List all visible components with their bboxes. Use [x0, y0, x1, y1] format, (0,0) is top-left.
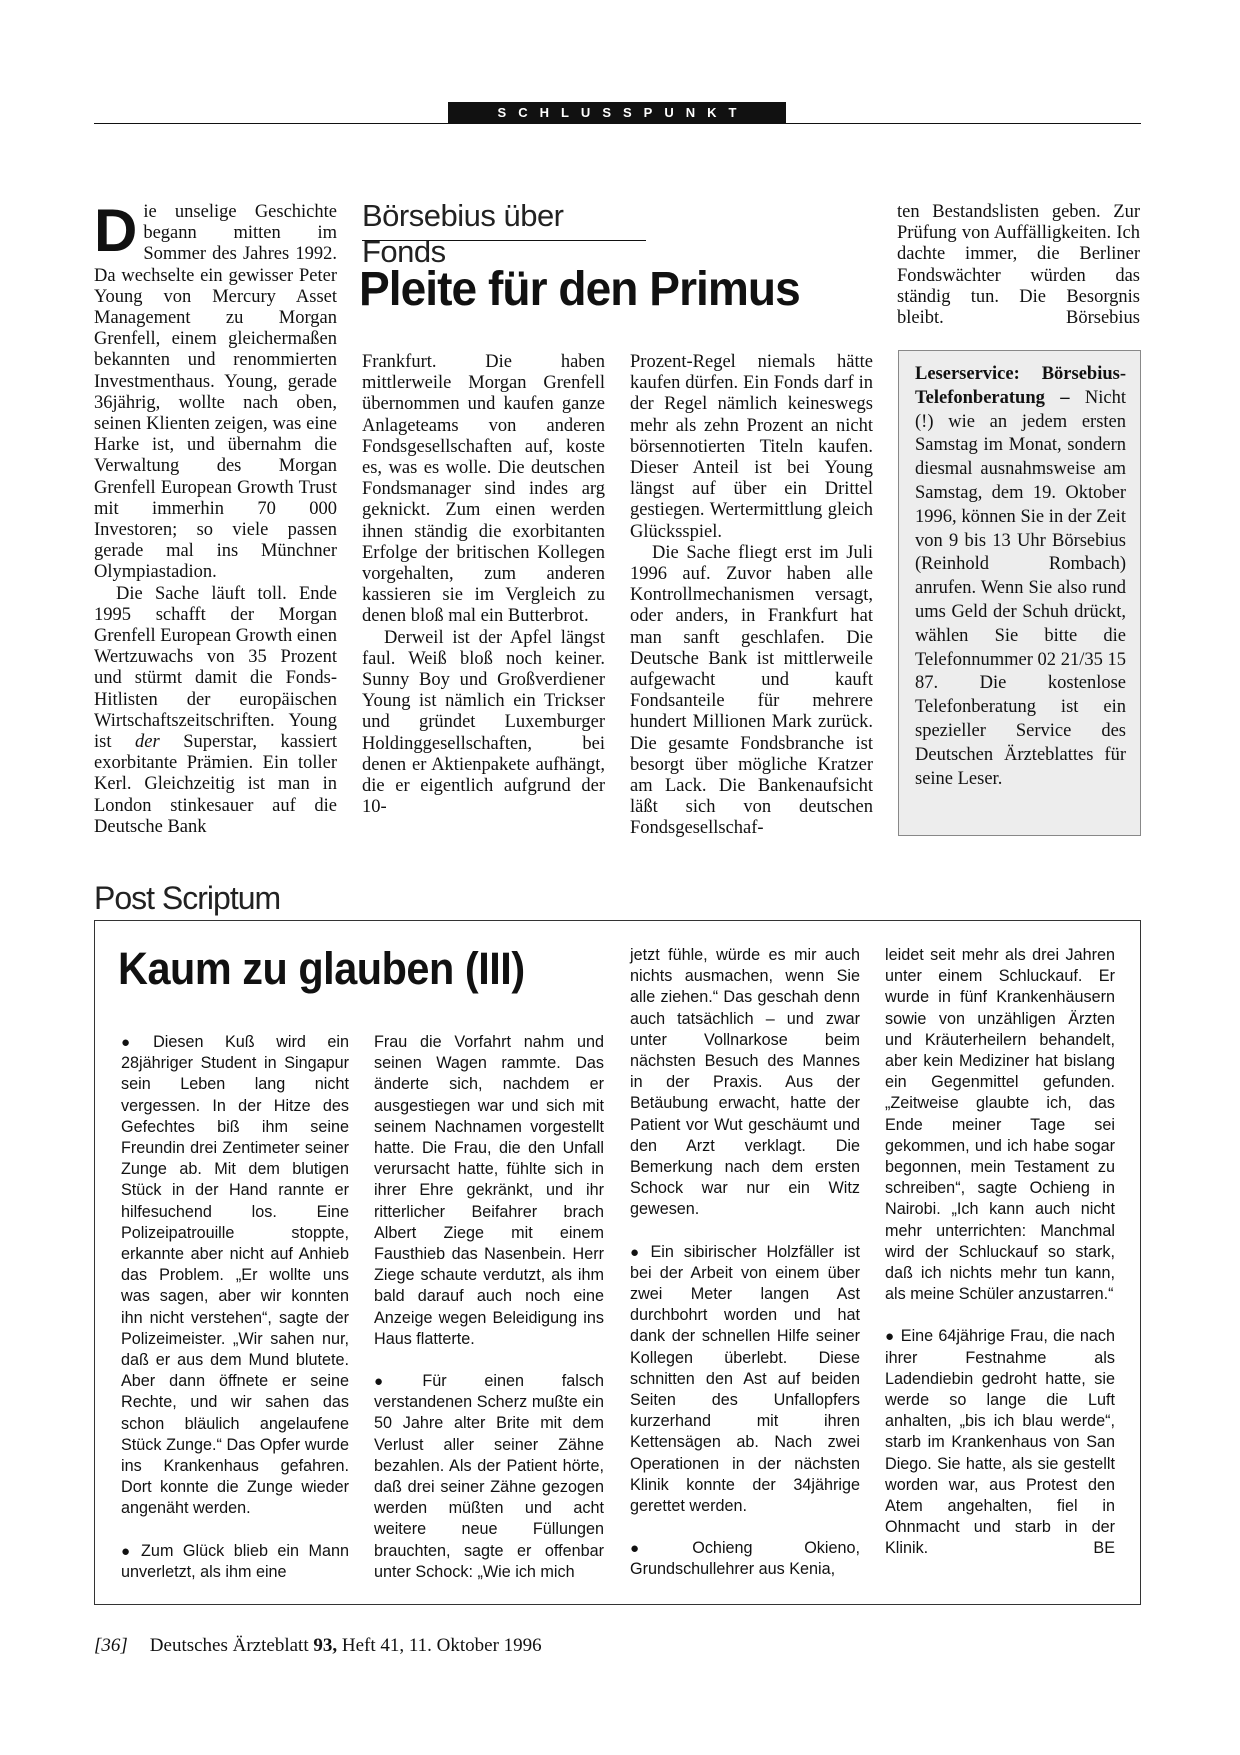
ps-item: ● Für einen falsch verstandenen Scherz mußte ein 50 Jahre alter Brite mit dem Verlust aller seiner Zähne bezahlen. Als der Patient hörte, daß drei seiner Zähne gezogen werden müßten und acht weitere neue Füllungen brauchten, sagte er offenbar unter Schock: „Wie ich mich	[374, 1372, 605, 1581]
ps-column-4	[885, 945, 1115, 1560]
article-paragraph: Die Sache läuft toll. Ende 1995 schafft der Morgan Grenfell European Growth einen Wertzuwachs von 35 Prozent und stürmt damit die Fonds-Hitlisten der europäischen Wirtschaftszeitschriften. Young ist der Superstar, kassiert exorbitante Prämien. Ein toller Kerl. Gleichzeitig ist man in London stinkesauer auf die Deutsche Bank	[94, 583, 337, 837]
ps-item: ● Zum Glück blieb ein Mann unverletzt, als ihm eine	[121, 1541, 349, 1581]
page-number: [36]	[94, 1635, 128, 1656]
reader-service-box	[898, 350, 1141, 836]
ps-column-3	[630, 945, 860, 1581]
article-column-2	[362, 352, 605, 818]
ps-item: ● Ochieng Okieno, Grundschullehrer aus Kenia,	[630, 1539, 861, 1579]
article-paragraph: Frankfurt. Die haben mittlerweile Morgan Grenfell übernommen und kaufen ganze Anlageteams von anderen Fondsgesellschaften auf, koste es, was es wolle. Die deutschen Fondsmanager sind indes arg geknickt. Zum einen werden ihnen ständig die exorbitanten Erfolge der britischen Kollegen vorgehalten, zum anderen kassieren sie im Vergleich zu denen bloß mal ein Butterbrot.	[362, 352, 605, 627]
ps-item: leidet seit mehr als drei Jahren unter einem Schluckauf. Er wurde in fünf Krankenhäusern sowie von unzähligen Ärzten und Kräuterheilern behandelt, aber kein Mediziner hat bislang ein Gegenmittel gefunden. „Zeitweise glaubte ich, das Ende meiner Tage sei gekommen, und ich habe sogar begonnen, mein Testament zu schreiben“, sagte Ochieng in Nairobi. „Ich kann auch nicht mehr unterrichten: Manchmal wird der Schluckauf so stark, daß ich nichts mehr tun kann, als meine Schüler anzustarren.“	[885, 946, 1115, 1304]
article-column-3	[630, 352, 873, 840]
issue-info: Heft 41, 11. Oktober 1996	[341, 1635, 542, 1656]
article-paragraph: Die Sache fliegt erst im Juli 1996 auf. Zuvor haben alle Kontrollmechanismen versagt, oder anders, in Frankfurt hat man sanft geschlafen. Die Deutsche Bank ist mittlerweile aufgewacht und kauft Fondsanteile für mehrere hundert Millionen Mark zurück. Die gesamte Fondsbranche ist besorgt über mögliche Kratzer am Lack. Die Bankenaufsicht läßt sich von deutschen Fondsgesellschaf-	[630, 542, 873, 839]
ps-item: ● Eine 64jährige Frau, die nach ihrer Festnahme als Ladendiebin gedroht hatte, sie werde so lange die Luft anhalten, „bis ich blau werde“, starb im Krankenhaus von San Diego. Sie hatte, als sie gestellt worden war, aus Protest den Atem angehalten, fiel in Ohnmacht und starb in der Klinik. BE	[885, 1326, 1115, 1559]
kicker-underline	[362, 240, 646, 241]
ps-item: jetzt fühle, würde es mir auch nichts ausmachen, wenn Sie alle ziehen.“ Das geschah denn auch tatsächlich – und zwar unter Vollnarkose beim nächsten Besuch des Mannes in der Praxis. Aus der Betäubung erwacht, hatte der Patient vor Wut geschäumt und den Arzt verklagt. Die Bemerkung nach dem ersten Schock war nur ein Witz gewesen.	[630, 946, 860, 1219]
journal-name: Deutsches Ärzteblatt	[149, 1635, 309, 1656]
section-rubric: SCHLUSSPUNKT	[448, 102, 786, 123]
article-paragraph: Derweil ist der Apfel längst faul. Weiß bloß noch keiner. Sunny Boy und Großverdiener Young ist nämlich ein Trickser und gründet Luxemburger Holdinggesellschaften, bei denen er Aktienpakete aufhängt, die er eigentlich aufgrund der 10-	[362, 627, 605, 818]
volume-number: 93,	[313, 1635, 338, 1656]
author-signature: Börsebius	[1066, 308, 1140, 329]
article-paragraph: ten Bestandslisten geben. Zur Prüfung von Auffälligkeiten. Ich dachte immer, die Berliner Fondswächter würden das ständig tun. Die Besorgnis bleibt. Börsebius	[897, 202, 1140, 329]
article-column-4	[897, 202, 1140, 329]
article-kicker: Börsebius über Fonds	[362, 198, 564, 269]
bullet-icon: ●	[630, 1243, 645, 1261]
ps-item: ● Ein sibirischer Holzfäller ist bei der Arbeit von einem über zwei Meter langen Ast durchbohrt worden und hat dank der schnellen Hilfe seiner Kollegen überlebt. Diese schnitten den Ast auf beiden Seiten des Unfallopfers kurzerhand mit ihren Kettensägen ab. Nach zwei Operationen in der nächsten Klinik konnte der 34jährige gerettet werden.	[630, 1242, 861, 1516]
ps-item: Frau die Vorfahrt nahm und seinen Wagen rammte. Das änderte sich, nachdem er ausgestiegen war und sich mit seinem Nachnamen vorgestellt hatte. Die Frau, die den Unfall verursacht hatte, fühlte sich in ihrer Ehre gekränkt, und ihr ritterlicher Beifahrer brach Albert Ziege mit einem Fausthieb das Nasenbein. Herr Ziege schaute verdutzt, als ihm bald darauf auch noch eine Anzeige wegen Beleidigung ins Haus flatterte.	[374, 1033, 604, 1348]
service-box-text: Nicht (!) wie an jedem ersten Samstag im Monat, sondern diesmal ausnahmsweise am Samstag, dem 19. Oktober 1996, können Sie in der Zeit von 9 bis 13 Uhr Börsebius (Reinhold Rombach) anrufen. Wenn Sie also rund ums Geld der Schuh drückt, wählen Sie bitte die Telefonnummer 02 21/35 15 87. Die kostenlose Telefonberatung ist ein spezieller Service des Deutschen Ärzteblattes für seine Leser.	[915, 387, 1126, 789]
post-scriptum-label: Post Scriptum	[94, 880, 281, 916]
drop-cap: D	[94, 197, 138, 264]
post-scriptum-headline: Kaum zu glauben (III)	[118, 943, 525, 994]
header-rule	[94, 123, 1141, 124]
article-paragraph: Prozent-Regel niemals hätte kaufen dürfen. Ein Fonds darf in der Regel nämlich keineswegs mehr als zehn Prozent an nicht börsennotierten Titeln kaufen. Dieser Anteil ist bei Young längst auf über ein Drittel gestiegen. Wertermittlung gleich Glücksspiel.	[630, 352, 873, 542]
ps-item: ● Diesen Kuß wird ein 28jähriger Student in Singapur sein Leben lang nicht vergessen. In der Hitze des Gefechtes biß ihm seine Freundin drei Zentimeter seiner Zunge ab. Mit dem blutigen Stück in der Hand rannte er hilfesuchend los. Eine Polizeipatrouille stoppte, erkannte aber nicht auf Anhieb das Problem. „Er wollte uns was sagen, aber wir konnten ihn nicht verstehen“, sagte der Polizeimeister. „Wir sahen nur, daß er aus dem Mund blutete. Aber dann öffnete er seine Rechte, und wir sahen das schon bläulich angelaufene Stück Zunge.“ Das Opfer wurde ins Krankenhaus gefahren. Dort konnte die Zunge wieder angenäht werden.	[121, 1033, 350, 1518]
bullet-icon: ●	[121, 1034, 148, 1051]
article-headline: Pleite für den Primus	[359, 263, 800, 316]
article-column-1	[94, 197, 337, 838]
ps-column-1	[121, 1032, 349, 1583]
bullet-icon: ●	[630, 1540, 687, 1558]
service-box-lead: Leserservice: Börsebius-Telefonberatung –	[915, 364, 1126, 408]
article-paragraph: ie unselige Geschichte begann mitten im Sommer des Jahres 1992. Da wechselte ein gewisser Peter Young von Mercury Asset Management zu Morgan Grenfell, einem gleichermaßen bekannten und renommierten Investmenthaus. Young, gerade 36jährig, wollte nach oben, seinen Klienten zeigen, was eine Harke ist, und übernahm die Verwaltung des Morgan Grenfell European Growth Trust mit immerhin 70 000 Investoren; so viele passen gerade mal ins Münchner Olympiastadion.	[94, 202, 337, 583]
bullet-icon: ●	[885, 1328, 895, 1346]
author-signature: BE	[1093, 1539, 1115, 1558]
bullet-icon: ●	[121, 1542, 136, 1560]
bullet-icon: ●	[374, 1373, 417, 1391]
page-footer	[94, 1634, 542, 1658]
ps-column-2	[374, 1032, 604, 1583]
emphasis: der	[135, 732, 160, 753]
